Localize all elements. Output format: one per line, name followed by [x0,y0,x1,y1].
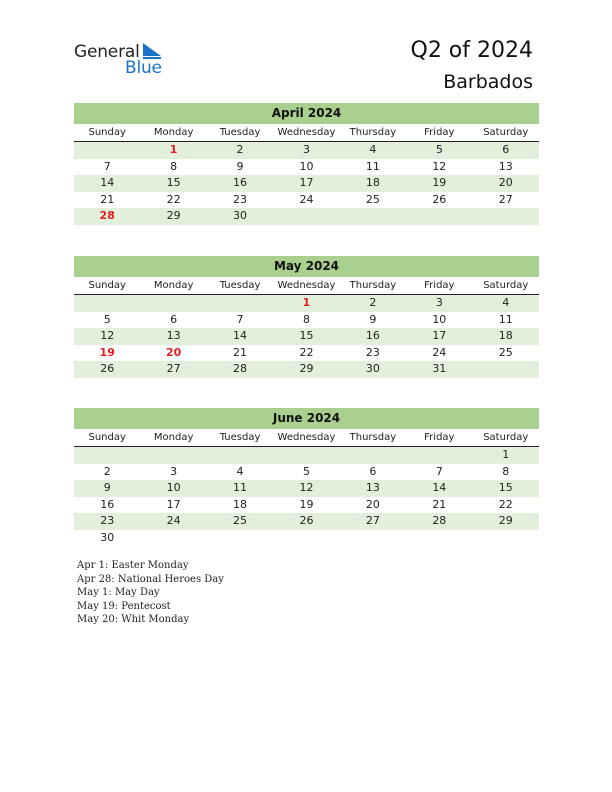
day-cell: 5 [103,312,111,326]
day-cell [207,295,273,312]
day-cell: 19 [432,176,447,190]
day-cell: 21 [100,192,115,206]
day-cell: 24 [299,192,314,206]
day-cell: 7 [236,312,244,326]
day-cell: 17 [299,176,314,190]
weekday-label: Saturday [483,432,529,443]
month-calendar [74,256,539,378]
weekday-label: Tuesday [219,127,261,138]
day-cell: 23 [365,345,380,359]
weekday-label: Sunday [88,280,126,291]
week-row [74,513,539,530]
day-cell: 16 [365,329,380,343]
day-cell [140,530,206,547]
logo-text-general: General [74,42,140,62]
day-cell: 12 [432,159,447,173]
day-cell: 17 [166,497,181,511]
day-cell: 15 [498,481,513,495]
weekday-label: Monday [153,432,194,443]
month-calendar [74,408,539,547]
day-cell: 1 [502,448,510,461]
day-cell: 30 [233,209,248,223]
day-cell: 8 [170,159,178,173]
day-cell: 10 [299,159,314,173]
day-cell: 2 [103,464,111,478]
day-cell: 12 [299,481,314,495]
weekday-label: Thursday [349,127,397,138]
day-cell: 22 [498,497,513,511]
day-cell: 26 [432,192,447,206]
day-cell: 23 [100,514,115,528]
day-cell: 27 [166,362,181,376]
logo-flag-icon [141,43,163,59]
day-cell: 6 [502,143,510,156]
day-cell: 21 [432,497,447,511]
day-cell: 9 [103,481,111,495]
holiday-note: Apr 1: Easter Monday [77,560,189,571]
day-cell: 9 [369,312,377,326]
day-cell: 19 [299,497,314,511]
week-row [74,480,539,497]
weekday-label: Monday [153,280,194,291]
day-cell: 11 [233,481,248,495]
day-cell: 14 [100,176,115,190]
month-header: May 2024 [74,256,539,277]
day-cell: 20 [365,497,380,511]
day-cell: 24 [432,345,447,359]
month-header: April 2024 [74,103,539,124]
day-cell: 15 [166,176,181,190]
day-cell: 20 [165,345,182,359]
day-cell [207,447,273,464]
day-cell: 4 [236,464,244,478]
day-cell: 3 [302,143,310,156]
holiday-note: Apr 28: National Heroes Day [77,573,224,585]
day-cell: 25 [233,514,248,528]
day-cell: 14 [233,329,248,343]
day-cell: 4 [369,143,377,156]
week-row [74,208,539,225]
week-row [74,447,539,464]
day-cell: 22 [166,192,181,206]
day-cell: 29 [166,209,181,223]
day-cell: 20 [498,176,513,190]
day-cell [74,447,140,464]
day-cell [340,208,406,225]
month-header: June 2024 [74,408,539,429]
day-cell [340,530,406,547]
day-cell [273,530,339,547]
day-cell: 28 [233,362,248,376]
day-cell: 16 [100,497,115,511]
day-cell: 24 [166,514,181,528]
day-cell: 21 [233,345,248,359]
day-cell: 23 [233,192,248,206]
day-cell: 13 [166,329,181,343]
weekday-label: Saturday [483,280,529,291]
day-cell: 28 [99,209,115,223]
day-cell: 29 [299,362,314,376]
week-row [74,345,539,362]
day-cell: 18 [498,329,513,343]
day-cell: 9 [236,159,244,173]
weekday-label: Saturday [483,127,529,138]
day-cell: 7 [435,464,443,478]
day-cell: 13 [365,481,380,495]
day-cell: 27 [365,514,380,528]
day-cell: 28 [432,514,447,528]
holiday-note: May 1: May Day [77,587,160,599]
day-cell: 13 [498,159,513,173]
week-row [74,312,539,329]
day-cell: 25 [498,345,513,359]
day-cell: 1 [169,143,178,156]
weekday-label: Friday [424,432,455,443]
day-cell: 2 [236,143,244,156]
day-cell [273,447,339,464]
day-cell: 25 [365,192,380,206]
country-name: Barbados [443,71,533,93]
day-cell: 7 [103,159,111,173]
day-cell: 11 [365,159,380,173]
day-cell: 8 [502,464,510,478]
day-cell: 4 [502,296,510,309]
weekday-label: Friday [424,280,455,291]
holiday-notes [77,559,224,627]
day-cell: 30 [100,530,115,544]
weekday-label: Sunday [88,432,126,443]
logo-text-blue: Blue [125,58,162,78]
weekday-label: Sunday [88,127,126,138]
week-row [74,530,539,547]
day-cell: 27 [498,192,513,206]
week-row [74,192,539,209]
week-row [74,142,539,159]
weekday-label: Wednesday [277,280,336,291]
day-cell: 29 [498,514,513,528]
week-row [74,464,539,481]
weekday-label: Thursday [349,432,397,443]
day-cell: 18 [233,497,248,511]
day-cell: 3 [435,296,443,309]
weekday-label: Wednesday [277,432,336,443]
week-row [74,497,539,514]
day-cell: 18 [365,176,380,190]
weekday-label: Tuesday [219,280,261,291]
day-cell [74,295,140,312]
day-cell [207,530,273,547]
day-cell: 17 [432,329,447,343]
day-cell: 6 [170,312,178,326]
day-cell [473,530,539,547]
day-cell [473,361,539,378]
day-cell: 10 [432,312,447,326]
weekday-header-row [74,124,539,142]
day-cell [473,208,539,225]
weekday-header-row [74,429,539,447]
day-cell: 10 [166,481,181,495]
weekday-label: Wednesday [277,127,336,138]
weekday-label: Tuesday [219,432,261,443]
day-cell: 30 [365,362,380,376]
week-row [74,175,539,192]
day-cell: 14 [432,481,447,495]
weekday-label: Thursday [349,280,397,291]
day-cell: 22 [299,345,314,359]
day-cell: 31 [432,362,447,376]
weekday-label: Friday [424,127,455,138]
day-cell [406,447,472,464]
week-row [74,361,539,378]
day-cell [140,447,206,464]
day-cell: 5 [435,143,443,156]
day-cell [340,447,406,464]
weekday-header-row [74,277,539,295]
week-row [74,159,539,176]
month-calendar [74,103,539,225]
page-title: Q2 of 2024 [410,38,533,63]
day-cell: 15 [299,329,314,343]
day-cell [406,530,472,547]
logo [74,42,174,78]
day-cell: 6 [369,464,377,478]
day-cell: 2 [369,296,377,309]
day-cell: 26 [299,514,314,528]
day-cell [273,208,339,225]
holiday-note: May 20: Whit Monday [77,614,190,626]
day-cell: 3 [170,464,178,478]
day-cell: 19 [99,345,115,359]
day-cell: 16 [233,176,248,190]
day-cell [406,208,472,225]
week-row [74,295,539,312]
weekday-label: Monday [153,127,194,138]
week-row [74,328,539,345]
day-cell: 11 [498,312,513,326]
day-cell: 26 [100,362,115,376]
day-cell [74,142,140,159]
day-cell: 5 [302,464,310,478]
day-cell: 12 [100,329,115,343]
day-cell: 1 [302,296,311,309]
day-cell: 8 [302,312,310,326]
holiday-note: May 19: Pentecost [77,600,171,612]
day-cell [140,295,206,312]
